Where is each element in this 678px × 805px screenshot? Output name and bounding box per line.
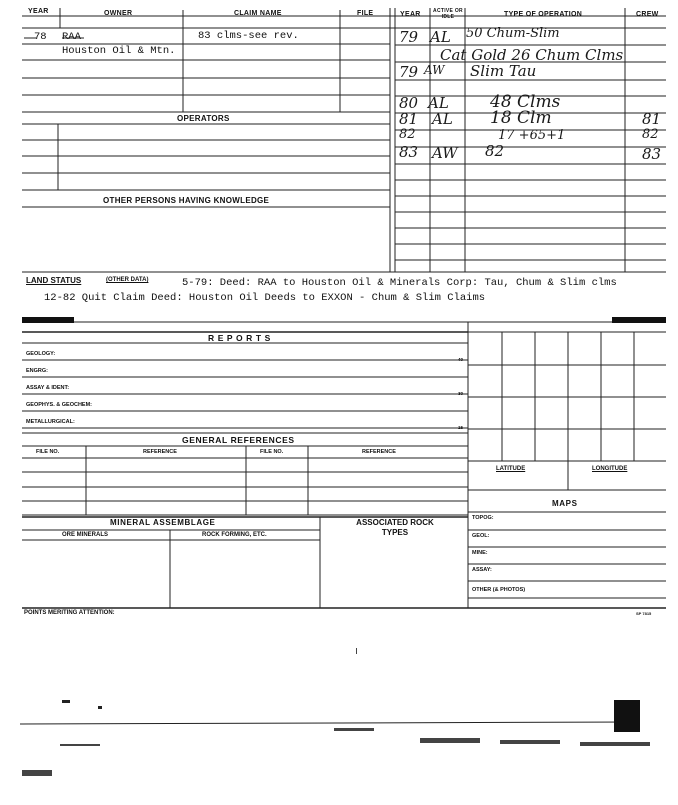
owner-row-year: 78 [34, 31, 47, 43]
land-status-sub-label: (OTHER DATA) [106, 277, 149, 283]
points-meriting-attention-label: POINTS MERITING ATTENTION: [24, 610, 115, 616]
operation-year: 83 [399, 143, 419, 161]
reports-geophys-label: GEOPHYS. & GEOCHEM: [26, 402, 93, 408]
reports-bottom-num: 15 [458, 425, 464, 430]
owner-row-claim: 83 clms-see rev. [198, 30, 299, 42]
maps-assay-label: ASSAY: [472, 567, 492, 573]
reports-geology-label: GEOLOGY: [26, 351, 56, 357]
operation-status: AW [424, 63, 445, 77]
refs-reference2-header: REFERENCE [362, 449, 396, 455]
refs-file-no2-header: FILE NO. [260, 449, 284, 455]
operation-status: AL [430, 28, 451, 46]
longitude-label: LONGITUDE [592, 466, 628, 472]
operation-crew: 81 [642, 110, 662, 128]
maps-title: MAPS [552, 499, 578, 508]
operation-status: AL [428, 94, 449, 112]
operation-year: 82 [399, 127, 416, 142]
operators-title: OPERATORS [177, 114, 230, 123]
owner-header: OWNER [104, 10, 133, 17]
operation-type: 50 Chum-Slim [466, 26, 560, 41]
year2-header: YEAR [400, 11, 421, 18]
operation-year: 80 [399, 94, 419, 112]
form-number: SP 7815 [636, 611, 652, 616]
operation-type: Cat Gold 26 Chum Clms [440, 46, 624, 64]
general-references-title: GENERAL REFERENCES [182, 435, 295, 445]
reports-engrg-label: ENGRG: [26, 368, 48, 374]
maps-topog-label: TOPOG: [472, 515, 494, 521]
owner-row-owner: RAA [62, 31, 81, 43]
type-of-operation-header: TYPE OF OPERATION [504, 11, 583, 18]
operation-status: AW [432, 144, 458, 162]
operation-type: 48 Clms [490, 92, 561, 112]
refs-file-no-header: FILE NO. [36, 449, 60, 455]
operation-crew: 83 [642, 145, 662, 163]
reports-metallurgical-label: METALLURGICAL: [26, 419, 75, 425]
latitude-label: LATITUDE [496, 466, 526, 472]
maps-geol-label: GEOL: [472, 533, 490, 539]
ore-minerals-header: ORE MINERALS [62, 532, 109, 538]
land-status-line1: 5-79: Deed: RAA to Houston Oil & Minerals Corp: Tau, Chum & Slim clms [182, 277, 617, 289]
claim-name-header: CLAIM NAME [234, 10, 282, 17]
maps-mine-label: MINE: [472, 550, 488, 556]
associated-rock-types-title: ASSOCIATED ROCK TYPES [356, 518, 434, 537]
crew-header: CREW [636, 11, 659, 18]
operation-type: 17 +65+1 [498, 128, 566, 143]
operation-type: 18 Clm [490, 108, 552, 128]
refs-reference-header: REFERENCE [143, 449, 177, 455]
reports-assay-label: ASSAY & IDENT: [26, 385, 70, 391]
land-status-label: LAND STATUS [26, 276, 82, 285]
operation-year: 79 [399, 63, 419, 81]
reports-title: R E P O R T S [208, 333, 271, 343]
operation-type: Slim Tau [470, 62, 537, 80]
reports-geophys-num: 30 [458, 391, 464, 396]
operation-status: AL [432, 110, 453, 128]
land-status-line2: 12-82 Quit Claim Deed: Houston Oil Deeds to EXXON - Chum & Slim Claims [44, 292, 486, 304]
active-idle-header: ACTIVE OR IDLE [433, 8, 463, 20]
owner-row-owner: Houston Oil & Mtn. [62, 45, 176, 57]
maps-other-label: OTHER (& PHOTOS) [472, 587, 526, 593]
other-persons-title: OTHER PERSONS HAVING KNOWLEDGE [103, 196, 270, 205]
operation-year: 81 [399, 110, 419, 128]
year-header: YEAR [28, 8, 49, 15]
mineral-assemblage-title: MINERAL ASSEMBLAGE [110, 518, 216, 527]
rock-forming-header: ROCK FORMING, ETC. [202, 532, 267, 538]
operation-year: 79 [399, 28, 419, 46]
file-header: FILE [357, 10, 374, 17]
operation-type: 82 [485, 142, 505, 160]
reports-engrg-num: 40 [458, 357, 464, 362]
operation-crew: 82 [642, 127, 659, 142]
